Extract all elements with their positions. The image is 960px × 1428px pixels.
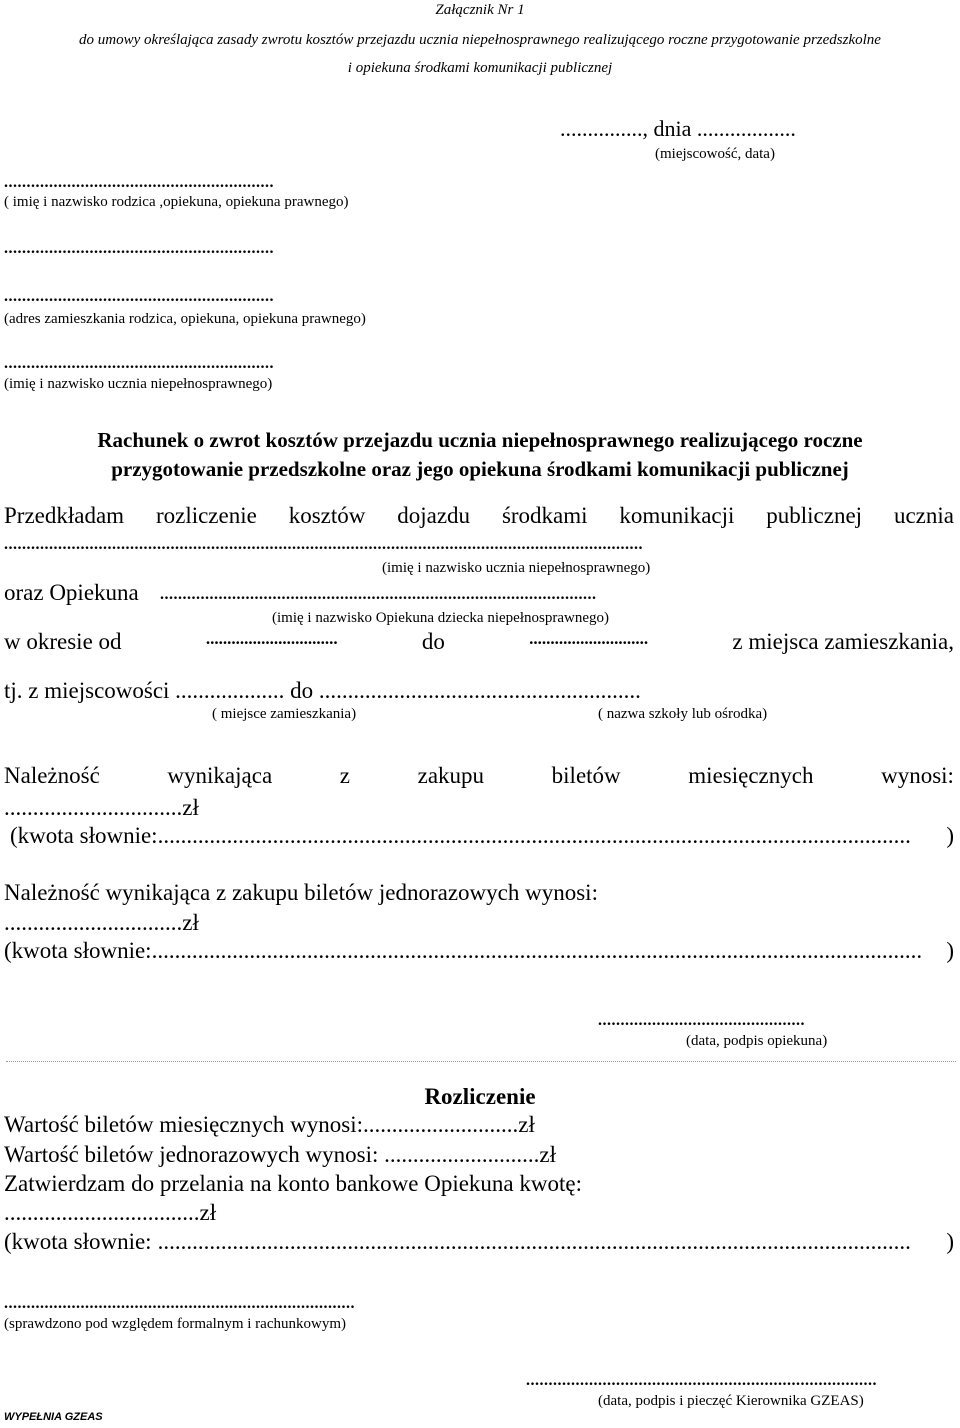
- monthly-words-close: ): [946, 823, 954, 848]
- student-name-caption: (imię i nazwisko ucznia niepełnosprawnego): [4, 376, 273, 392]
- settlement-approve: Zatwierdzam do przelania na konto bankowe Opiekuna kwotę:: [4, 1171, 582, 1196]
- footer-label: WYPEŁNIA GZEAS: [4, 1411, 103, 1423]
- single-words-dots[interactable]: ......................................................................................................................................: [151, 938, 923, 963]
- checked-signature-field[interactable]: ..............................................................................: [4, 1295, 355, 1312]
- period-to-label: do: [421, 629, 445, 654]
- period-place-label: z miejsca zamieszkania,: [732, 629, 954, 654]
- settlement-heading: Rozliczenie: [424, 1084, 536, 1109]
- parent-name-field[interactable]: ............................................................: [4, 174, 274, 191]
- present-word: kosztów: [288, 503, 366, 528]
- single-words-field[interactable]: [4, 938, 954, 964]
- single-words-label: (kwota słownie:: [4, 938, 152, 963]
- place-date-caption: (miejscowość, data): [655, 146, 775, 162]
- monthly-statement: [4, 763, 954, 789]
- body-student-field[interactable]: ..............................................................................................................................................: [4, 536, 643, 553]
- period-from-label: w okresie od: [4, 629, 122, 654]
- monthly-word: z: [339, 763, 350, 788]
- monthly-word: wynikająca: [167, 763, 273, 788]
- present-word: publicznej: [766, 503, 863, 528]
- agreement-line-1: do umowy określająca zasady zwrotu kosztów przejazdu ucznia niepełnosprawnego realizującego roczne przygotowanie przedszkolne: [79, 32, 881, 48]
- document-title-line-2: przygotowanie przedszkolne oraz jego opiekuna środkami komunikacji publicznej: [111, 457, 849, 481]
- student-name-field[interactable]: ............................................................: [4, 355, 274, 372]
- monthly-word: miesięcznych: [688, 763, 814, 788]
- settlement-words-dots[interactable]: ...................................................................................................................................: [157, 1229, 911, 1254]
- section-divider: [6, 1061, 956, 1062]
- present-word: komunikacji: [619, 503, 735, 528]
- guardian-signature-field[interactable]: ..............................................: [598, 1012, 805, 1029]
- monthly-word: zakupu: [417, 763, 485, 788]
- body-student-caption: (imię i nazwisko ucznia niepełnosprawnego): [382, 560, 651, 576]
- place-date-field[interactable]: ..............., dnia ..................: [560, 116, 796, 141]
- monthly-amount-field[interactable]: ...............................zł: [4, 795, 199, 820]
- agreement-line-2: i opiekuna środkami komunikacji publicznej: [347, 60, 613, 76]
- route-caption-origin: ( miejsce zamieszkania): [212, 706, 357, 722]
- settlement-words-label: (kwota słownie:: [4, 1229, 152, 1254]
- period-line: [4, 629, 954, 655]
- period-to-field[interactable]: ............................: [529, 629, 649, 648]
- parent-name-caption: ( imię i nazwisko rodzica ,opiekuna, opiekuna prawnego): [4, 194, 349, 210]
- guardian-signature-caption: (data, podpis opiekuna): [686, 1033, 828, 1049]
- attachment-title: Załącznik Nr 1: [435, 2, 525, 18]
- single-words-close: ): [946, 938, 954, 963]
- present-word: ucznia: [893, 503, 954, 528]
- present-word: dojazdu: [397, 503, 471, 528]
- route-caption-school: ( nazwa szkoły lub ośrodka): [598, 706, 768, 722]
- monthly-words-label: (kwota słownie:: [10, 823, 158, 848]
- document-title-line-1: Rachunek o zwrot kosztów przejazdu ucznia niepełnosprawnego realizującego roczne: [97, 428, 863, 452]
- guardian-label: oraz Opiekuna: [4, 580, 139, 605]
- present-word: środkami: [501, 503, 588, 528]
- present-word: rozliczenie: [155, 503, 257, 528]
- settlement-amount-field[interactable]: ..................................zł: [4, 1200, 217, 1225]
- director-signature-field[interactable]: ..............................................................................: [526, 1372, 877, 1389]
- address-caption: (adres zamieszkania rodzica, opiekuna, opiekuna prawnego): [4, 311, 366, 327]
- present-statement: [4, 503, 954, 529]
- settlement-words-close: ): [946, 1229, 954, 1254]
- guardian-name-field[interactable]: .................................................................................................: [160, 586, 597, 603]
- single-amount-field[interactable]: ...............................zł: [4, 910, 199, 935]
- monthly-words-field[interactable]: [10, 823, 954, 849]
- monthly-word: Należność: [4, 763, 100, 788]
- guardian-name-caption: (imię i nazwisko Opiekuna dziecka niepełnosprawnego): [272, 610, 609, 626]
- monthly-word: wynosi:: [881, 763, 954, 788]
- director-signature-caption: (data, podpis i pieczęć Kierownika GZEAS): [598, 1393, 864, 1409]
- settlement-single[interactable]: Wartość biletów jednorazowych wynosi: ...........................zł: [4, 1142, 556, 1167]
- monthly-word: biletów: [551, 763, 621, 788]
- period-from-field[interactable]: ...............................: [205, 629, 338, 648]
- route-line[interactable]: tj. z miejscowości ................... do ........................................................: [4, 678, 641, 703]
- address-field-1[interactable]: ............................................................: [4, 240, 274, 257]
- address-field-2[interactable]: ............................................................: [4, 288, 274, 305]
- settlement-words-field[interactable]: [4, 1229, 954, 1255]
- settlement-monthly[interactable]: Wartość biletów miesięcznych wynosi:...........................zł: [4, 1112, 535, 1137]
- present-word: Przedkładam: [4, 503, 125, 528]
- monthly-words-dots[interactable]: ...................................................................................................................................: [157, 823, 911, 848]
- checked-caption: (sprawdzono pod względem formalnym i rachunkowym): [4, 1316, 346, 1332]
- single-statement: Należność wynikająca z zakupu biletów jednorazowych wynosi:: [4, 880, 598, 905]
